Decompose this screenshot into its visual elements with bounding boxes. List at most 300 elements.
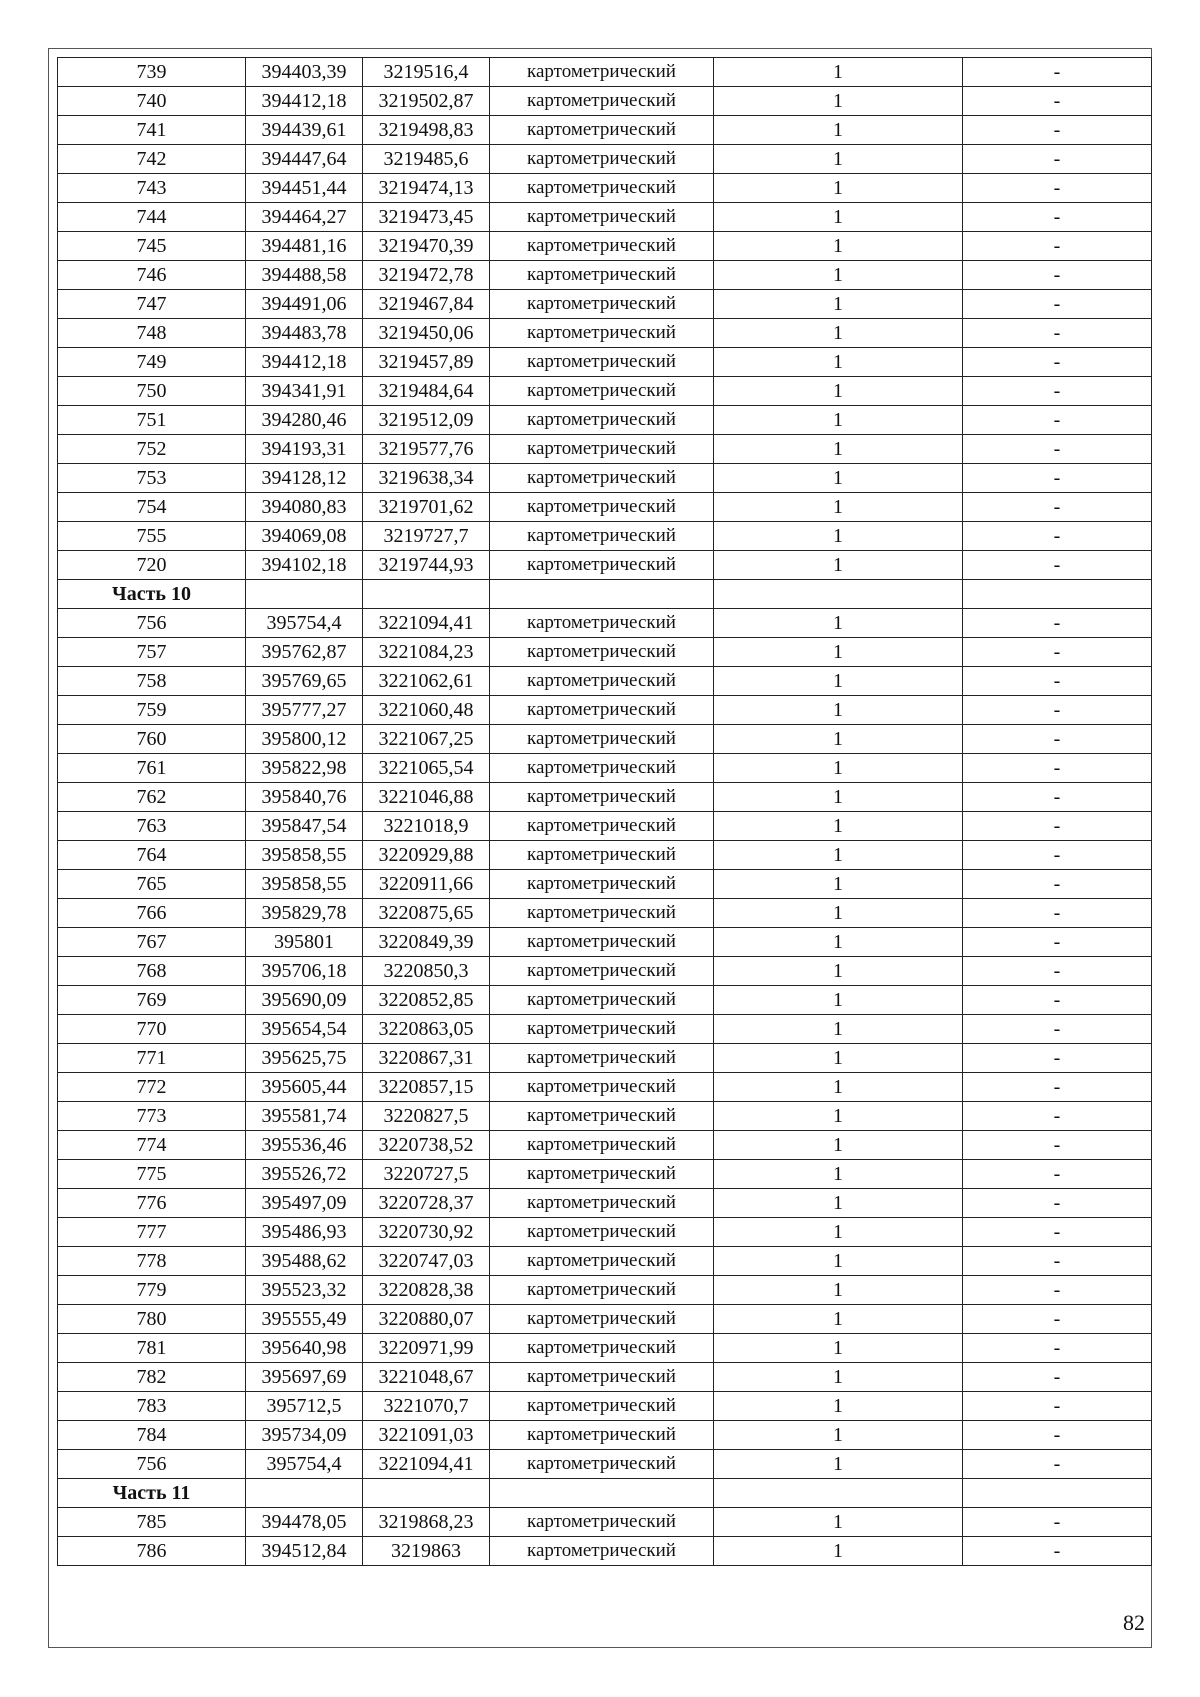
point-number-cell: 779 [58, 1276, 246, 1305]
table-row [58, 232, 1152, 261]
accuracy-cell: 1 [714, 261, 963, 290]
x-coordinate-cell: 394280,46 [246, 406, 363, 435]
point-number-cell: 756 [58, 609, 246, 638]
y-coordinate-cell: 3221094,41 [363, 609, 490, 638]
accuracy-cell: 1 [714, 986, 963, 1015]
y-coordinate-cell: 3220971,99 [363, 1334, 490, 1363]
description-cell: - [963, 609, 1152, 638]
section-title: Часть 11 [58, 1479, 246, 1508]
y-coordinate-cell: 3221091,03 [363, 1421, 490, 1450]
table-row [58, 1276, 1152, 1305]
x-coordinate-cell: 395712,5 [246, 1392, 363, 1421]
method-cell: картометрический [490, 1160, 714, 1189]
accuracy-cell: 1 [714, 841, 963, 870]
accuracy-cell: 1 [714, 1276, 963, 1305]
x-coordinate-cell: 395769,65 [246, 667, 363, 696]
x-coordinate-cell: 394341,91 [246, 377, 363, 406]
accuracy-cell: 1 [714, 1363, 963, 1392]
x-coordinate-cell: 395536,46 [246, 1131, 363, 1160]
method-cell: картометрический [490, 1392, 714, 1421]
point-number-cell: 760 [58, 725, 246, 754]
table-row [58, 1334, 1152, 1363]
x-coordinate-cell: 395762,87 [246, 638, 363, 667]
method-cell: картометрический [490, 899, 714, 928]
x-coordinate-cell: 395754,4 [246, 609, 363, 638]
description-cell: - [963, 1450, 1152, 1479]
description-cell: - [963, 1218, 1152, 1247]
method-cell: картометрический [490, 261, 714, 290]
y-coordinate-cell: 3219863 [363, 1537, 490, 1566]
x-coordinate-cell: 395625,75 [246, 1044, 363, 1073]
point-number-cell: 781 [58, 1334, 246, 1363]
point-number-cell: 740 [58, 87, 246, 116]
method-cell: картометрический [490, 58, 714, 87]
table-row [58, 870, 1152, 899]
description-cell: - [963, 1015, 1152, 1044]
description-cell: - [963, 957, 1152, 986]
description-cell: - [963, 812, 1152, 841]
empty-cell [714, 1479, 963, 1508]
method-cell: картометрический [490, 667, 714, 696]
x-coordinate-cell: 395555,49 [246, 1305, 363, 1334]
description-cell: - [963, 783, 1152, 812]
point-number-cell: 771 [58, 1044, 246, 1073]
table-row [58, 174, 1152, 203]
description-cell: - [963, 841, 1152, 870]
point-number-cell: 757 [58, 638, 246, 667]
method-cell: картометрический [490, 435, 714, 464]
table-row [58, 290, 1152, 319]
accuracy-cell: 1 [714, 928, 963, 957]
description-cell: - [963, 145, 1152, 174]
point-number-cell: 786 [58, 1537, 246, 1566]
method-cell: картометрический [490, 1044, 714, 1073]
table-row [58, 1450, 1152, 1479]
table-row [58, 145, 1152, 174]
table-row [58, 928, 1152, 957]
x-coordinate-cell: 394193,31 [246, 435, 363, 464]
description-cell: - [963, 87, 1152, 116]
point-number-cell: 753 [58, 464, 246, 493]
table-row [58, 261, 1152, 290]
description-cell: - [963, 435, 1152, 464]
y-coordinate-cell: 3220875,65 [363, 899, 490, 928]
method-cell: картометрический [490, 493, 714, 522]
x-coordinate-cell: 395497,09 [246, 1189, 363, 1218]
x-coordinate-cell: 394080,83 [246, 493, 363, 522]
y-coordinate-cell: 3221060,48 [363, 696, 490, 725]
point-number-cell: 782 [58, 1363, 246, 1392]
description-cell: - [963, 58, 1152, 87]
accuracy-cell: 1 [714, 667, 963, 696]
coordinates-table-body [58, 58, 1152, 1566]
section-title: Часть 10 [58, 580, 246, 609]
x-coordinate-cell: 395800,12 [246, 725, 363, 754]
description-cell: - [963, 899, 1152, 928]
point-number-cell: 778 [58, 1247, 246, 1276]
point-number-cell: 784 [58, 1421, 246, 1450]
y-coordinate-cell: 3220929,88 [363, 841, 490, 870]
description-cell: - [963, 290, 1152, 319]
description-cell: - [963, 1102, 1152, 1131]
x-coordinate-cell: 395690,09 [246, 986, 363, 1015]
y-coordinate-cell: 3219577,76 [363, 435, 490, 464]
y-coordinate-cell: 3219512,09 [363, 406, 490, 435]
description-cell: - [963, 464, 1152, 493]
description-cell: - [963, 261, 1152, 290]
coordinates-table [57, 57, 1152, 1566]
accuracy-cell: 1 [714, 87, 963, 116]
accuracy-cell: 1 [714, 145, 963, 174]
accuracy-cell: 1 [714, 174, 963, 203]
method-cell: картометрический [490, 1276, 714, 1305]
accuracy-cell: 1 [714, 1334, 963, 1363]
point-number-cell: 777 [58, 1218, 246, 1247]
method-cell: картометрический [490, 696, 714, 725]
x-coordinate-cell: 394412,18 [246, 87, 363, 116]
y-coordinate-cell: 3219472,78 [363, 261, 490, 290]
point-number-cell: 773 [58, 1102, 246, 1131]
description-cell: - [963, 1276, 1152, 1305]
accuracy-cell: 1 [714, 1392, 963, 1421]
description-cell: - [963, 696, 1152, 725]
y-coordinate-cell: 3221065,54 [363, 754, 490, 783]
method-cell: картометрический [490, 116, 714, 145]
accuracy-cell: 1 [714, 1537, 963, 1566]
method-cell: картометрический [490, 464, 714, 493]
method-cell: картометрический [490, 406, 714, 435]
description-cell: - [963, 1421, 1152, 1450]
accuracy-cell: 1 [714, 1450, 963, 1479]
y-coordinate-cell: 3220727,5 [363, 1160, 490, 1189]
empty-cell [246, 580, 363, 609]
method-cell: картометрический [490, 1015, 714, 1044]
accuracy-cell: 1 [714, 725, 963, 754]
method-cell: картометрический [490, 348, 714, 377]
point-number-cell: 764 [58, 841, 246, 870]
table-row [58, 203, 1152, 232]
point-number-cell: 755 [58, 522, 246, 551]
method-cell: картометрический [490, 522, 714, 551]
x-coordinate-cell: 395829,78 [246, 899, 363, 928]
accuracy-cell: 1 [714, 203, 963, 232]
table-row [58, 58, 1152, 87]
page-number: 82 [1123, 1610, 1145, 1635]
y-coordinate-cell: 3219868,23 [363, 1508, 490, 1537]
method-cell: картометрический [490, 1189, 714, 1218]
x-coordinate-cell: 395840,76 [246, 783, 363, 812]
accuracy-cell: 1 [714, 522, 963, 551]
description-cell: - [963, 406, 1152, 435]
y-coordinate-cell: 3221070,7 [363, 1392, 490, 1421]
description-cell: - [963, 986, 1152, 1015]
y-coordinate-cell: 3220738,52 [363, 1131, 490, 1160]
table-row [58, 1160, 1152, 1189]
point-number-cell: 747 [58, 290, 246, 319]
point-number-cell: 744 [58, 203, 246, 232]
y-coordinate-cell: 3219516,4 [363, 58, 490, 87]
x-coordinate-cell: 394451,44 [246, 174, 363, 203]
description-cell: - [963, 1508, 1152, 1537]
accuracy-cell: 1 [714, 1247, 963, 1276]
method-cell: картометрический [490, 609, 714, 638]
y-coordinate-cell: 3220730,92 [363, 1218, 490, 1247]
y-coordinate-cell: 3220828,38 [363, 1276, 490, 1305]
point-number-cell: 746 [58, 261, 246, 290]
method-cell: картометрический [490, 783, 714, 812]
accuracy-cell: 1 [714, 812, 963, 841]
x-coordinate-cell: 395523,32 [246, 1276, 363, 1305]
method-cell: картометрический [490, 290, 714, 319]
y-coordinate-cell: 3219450,06 [363, 319, 490, 348]
method-cell: картометрический [490, 203, 714, 232]
table-row [58, 493, 1152, 522]
section-header-row [58, 1479, 1152, 1508]
method-cell: картометрический [490, 1131, 714, 1160]
x-coordinate-cell: 394447,64 [246, 145, 363, 174]
method-cell: картометрический [490, 87, 714, 116]
accuracy-cell: 1 [714, 406, 963, 435]
x-coordinate-cell: 395858,55 [246, 841, 363, 870]
x-coordinate-cell: 395526,72 [246, 1160, 363, 1189]
table-row [58, 696, 1152, 725]
accuracy-cell: 1 [714, 957, 963, 986]
description-cell: - [963, 493, 1152, 522]
x-coordinate-cell: 395654,54 [246, 1015, 363, 1044]
description-cell: - [963, 1392, 1152, 1421]
y-coordinate-cell: 3219485,6 [363, 145, 490, 174]
method-cell: картометрический [490, 1508, 714, 1537]
point-number-cell: 743 [58, 174, 246, 203]
table-row [58, 841, 1152, 870]
table-row [58, 1508, 1152, 1537]
table-row [58, 812, 1152, 841]
y-coordinate-cell: 3219474,13 [363, 174, 490, 203]
y-coordinate-cell: 3220852,85 [363, 986, 490, 1015]
y-coordinate-cell: 3219484,64 [363, 377, 490, 406]
empty-cell [963, 1479, 1152, 1508]
empty-cell [363, 580, 490, 609]
description-cell: - [963, 667, 1152, 696]
table-row [58, 667, 1152, 696]
empty-cell [963, 580, 1152, 609]
x-coordinate-cell: 395488,62 [246, 1247, 363, 1276]
description-cell: - [963, 551, 1152, 580]
x-coordinate-cell: 394412,18 [246, 348, 363, 377]
x-coordinate-cell: 394478,05 [246, 1508, 363, 1537]
y-coordinate-cell: 3220911,66 [363, 870, 490, 899]
description-cell: - [963, 116, 1152, 145]
accuracy-cell: 1 [714, 1189, 963, 1218]
y-coordinate-cell: 3220728,37 [363, 1189, 490, 1218]
table-row [58, 377, 1152, 406]
method-cell: картометрический [490, 1537, 714, 1566]
x-coordinate-cell: 395640,98 [246, 1334, 363, 1363]
point-number-cell: 763 [58, 812, 246, 841]
accuracy-cell: 1 [714, 1102, 963, 1131]
y-coordinate-cell: 3220827,5 [363, 1102, 490, 1131]
x-coordinate-cell: 394102,18 [246, 551, 363, 580]
description-cell: - [963, 1160, 1152, 1189]
description-cell: - [963, 174, 1152, 203]
table-row [58, 725, 1152, 754]
point-number-cell: 752 [58, 435, 246, 464]
y-coordinate-cell: 3220747,03 [363, 1247, 490, 1276]
point-number-cell: 754 [58, 493, 246, 522]
point-number-cell: 785 [58, 1508, 246, 1537]
accuracy-cell: 1 [714, 899, 963, 928]
x-coordinate-cell: 394481,16 [246, 232, 363, 261]
method-cell: картометрический [490, 841, 714, 870]
point-number-cell: 772 [58, 1073, 246, 1102]
description-cell: - [963, 1189, 1152, 1218]
x-coordinate-cell: 394403,39 [246, 58, 363, 87]
table-row [58, 522, 1152, 551]
accuracy-cell: 1 [714, 696, 963, 725]
table-row [58, 1218, 1152, 1247]
point-number-cell: 761 [58, 754, 246, 783]
accuracy-cell: 1 [714, 464, 963, 493]
method-cell: картометрический [490, 174, 714, 203]
table-row [58, 1044, 1152, 1073]
method-cell: картометрический [490, 1334, 714, 1363]
y-coordinate-cell: 3219470,39 [363, 232, 490, 261]
point-number-cell: 765 [58, 870, 246, 899]
point-number-cell: 770 [58, 1015, 246, 1044]
description-cell: - [963, 1044, 1152, 1073]
table-row [58, 1073, 1152, 1102]
x-coordinate-cell: 394464,27 [246, 203, 363, 232]
point-number-cell: 776 [58, 1189, 246, 1218]
point-number-cell: 759 [58, 696, 246, 725]
method-cell: картометрический [490, 1102, 714, 1131]
method-cell: картометрический [490, 957, 714, 986]
point-number-cell: 749 [58, 348, 246, 377]
point-number-cell: 756 [58, 1450, 246, 1479]
x-coordinate-cell: 395777,27 [246, 696, 363, 725]
accuracy-cell: 1 [714, 435, 963, 464]
accuracy-cell: 1 [714, 1218, 963, 1247]
y-coordinate-cell: 3221018,9 [363, 812, 490, 841]
table-row [58, 319, 1152, 348]
table-row [58, 1015, 1152, 1044]
description-cell: - [963, 232, 1152, 261]
point-number-cell: 783 [58, 1392, 246, 1421]
point-number-cell: 780 [58, 1305, 246, 1334]
accuracy-cell: 1 [714, 319, 963, 348]
empty-cell [363, 1479, 490, 1508]
y-coordinate-cell: 3219467,84 [363, 290, 490, 319]
accuracy-cell: 1 [714, 754, 963, 783]
point-number-cell: 720 [58, 551, 246, 580]
accuracy-cell: 1 [714, 638, 963, 667]
x-coordinate-cell: 395858,55 [246, 870, 363, 899]
y-coordinate-cell: 3219498,83 [363, 116, 490, 145]
description-cell: - [963, 203, 1152, 232]
table-row [58, 406, 1152, 435]
description-cell: - [963, 1363, 1152, 1392]
table-row [58, 435, 1152, 464]
accuracy-cell: 1 [714, 551, 963, 580]
accuracy-cell: 1 [714, 290, 963, 319]
accuracy-cell: 1 [714, 783, 963, 812]
table-row [58, 609, 1152, 638]
table-row [58, 957, 1152, 986]
accuracy-cell: 1 [714, 58, 963, 87]
y-coordinate-cell: 3219638,34 [363, 464, 490, 493]
table-row [58, 1189, 1152, 1218]
table-row [58, 754, 1152, 783]
y-coordinate-cell: 3221094,41 [363, 1450, 490, 1479]
table-row [58, 1392, 1152, 1421]
method-cell: картометрический [490, 870, 714, 899]
description-cell: - [963, 1334, 1152, 1363]
x-coordinate-cell: 395486,93 [246, 1218, 363, 1247]
method-cell: картометрический [490, 377, 714, 406]
empty-cell [714, 580, 963, 609]
x-coordinate-cell: 395847,54 [246, 812, 363, 841]
method-cell: картометрический [490, 1421, 714, 1450]
point-number-cell: 758 [58, 667, 246, 696]
description-cell: - [963, 1305, 1152, 1334]
method-cell: картометрический [490, 1305, 714, 1334]
method-cell: картометрический [490, 1218, 714, 1247]
table-row [58, 783, 1152, 812]
y-coordinate-cell: 3221067,25 [363, 725, 490, 754]
method-cell: картометрический [490, 551, 714, 580]
point-number-cell: 745 [58, 232, 246, 261]
accuracy-cell: 1 [714, 870, 963, 899]
accuracy-cell: 1 [714, 1508, 963, 1537]
y-coordinate-cell: 3219727,7 [363, 522, 490, 551]
point-number-cell: 739 [58, 58, 246, 87]
accuracy-cell: 1 [714, 377, 963, 406]
y-coordinate-cell: 3221046,88 [363, 783, 490, 812]
point-number-cell: 769 [58, 986, 246, 1015]
description-cell: - [963, 522, 1152, 551]
table-row [58, 87, 1152, 116]
y-coordinate-cell: 3221084,23 [363, 638, 490, 667]
description-cell: - [963, 348, 1152, 377]
description-cell: - [963, 870, 1152, 899]
table-row [58, 1102, 1152, 1131]
method-cell: картометрический [490, 232, 714, 261]
y-coordinate-cell: 3219502,87 [363, 87, 490, 116]
x-coordinate-cell: 394483,78 [246, 319, 363, 348]
method-cell: картометрический [490, 145, 714, 174]
description-cell: - [963, 638, 1152, 667]
point-number-cell: 748 [58, 319, 246, 348]
y-coordinate-cell: 3220863,05 [363, 1015, 490, 1044]
table-row [58, 116, 1152, 145]
y-coordinate-cell: 3220850,3 [363, 957, 490, 986]
table-row [58, 464, 1152, 493]
x-coordinate-cell: 394069,08 [246, 522, 363, 551]
accuracy-cell: 1 [714, 493, 963, 522]
table-row [58, 1421, 1152, 1450]
accuracy-cell: 1 [714, 1044, 963, 1073]
point-number-cell: 774 [58, 1131, 246, 1160]
description-cell: - [963, 319, 1152, 348]
accuracy-cell: 1 [714, 1421, 963, 1450]
x-coordinate-cell: 394491,06 [246, 290, 363, 319]
description-cell: - [963, 754, 1152, 783]
y-coordinate-cell: 3221048,67 [363, 1363, 490, 1392]
table-row [58, 899, 1152, 928]
point-number-cell: 767 [58, 928, 246, 957]
y-coordinate-cell: 3220867,31 [363, 1044, 490, 1073]
point-number-cell: 741 [58, 116, 246, 145]
